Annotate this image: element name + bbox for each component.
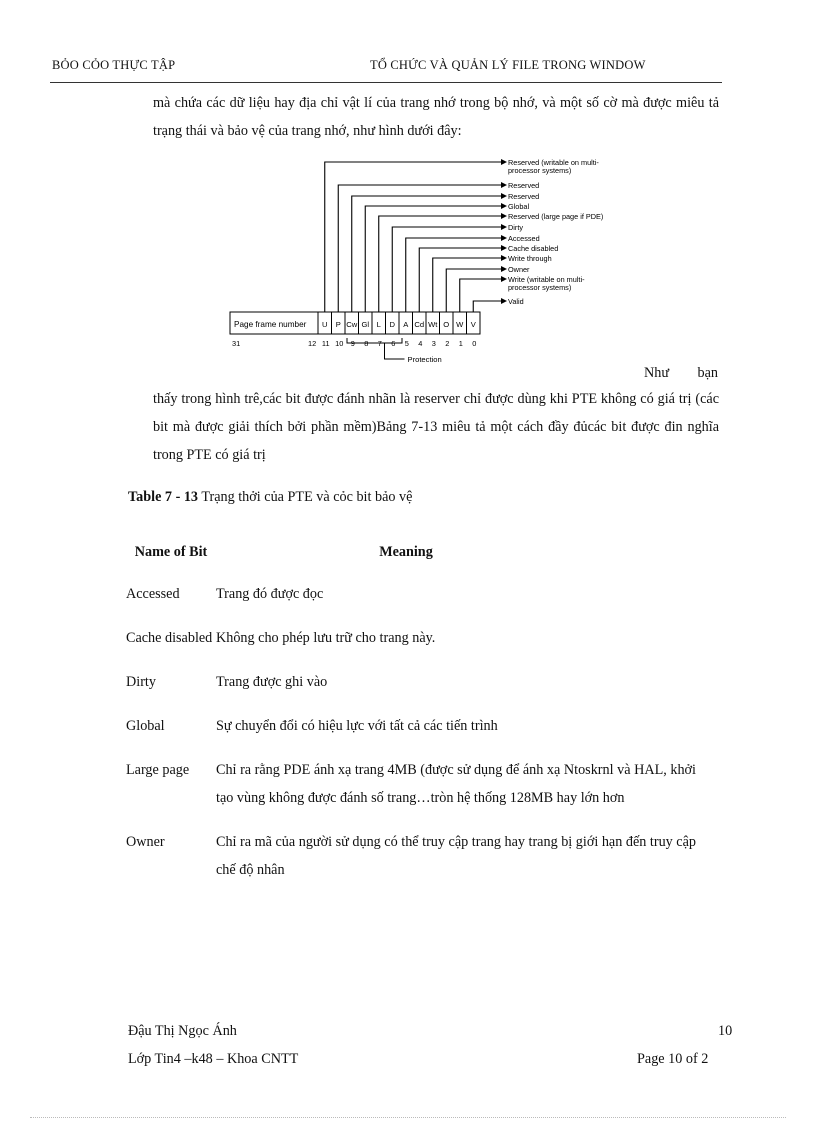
body-paragraph: thấy trong hình trê,các bit được đánh nhãn là reserver chỉ được dùng khi PTE không có giá trị (các bit mà được giải thích bởi phần mềm)Bảng 7-13 miêu tả một cách đầy đủcác bit được đin nghĩa trong PTE có giá trị: [153, 391, 719, 463]
bit-description-label: Reserved: [508, 192, 540, 201]
bit-arrow-line: [379, 216, 502, 312]
bit-number: 10: [335, 339, 344, 348]
bit-field-label: Cd: [414, 320, 425, 329]
bit-field-label: P: [335, 320, 341, 329]
arrow-head-icon: [501, 298, 507, 304]
footer-page-number: 10: [718, 1023, 733, 1039]
bit-meaning-cell: Sự chuyển đổi có hiệu lực với tất cả các tiến trình: [216, 718, 498, 734]
bit-description-label: Write through: [508, 254, 552, 263]
bit-description-label: processor systems): [508, 166, 572, 175]
after-diagram-text: [644, 361, 718, 385]
bit-field-label: O: [443, 320, 450, 329]
pte-diagram: [222, 155, 642, 373]
bit-description-label: Owner: [508, 265, 530, 274]
bit-meaning-cell: Chỉ ra mã của người sử dụng có thể truy cập trang hay trang bị giới hạn đến truy cập chế độ nhân: [216, 834, 696, 878]
bit-name-cell: Owner: [126, 834, 165, 850]
bit-field-label: U: [322, 320, 328, 329]
column-header-name: Name of Bit: [134, 544, 208, 560]
arrow-head-icon: [501, 182, 507, 188]
bit-number: 5: [404, 339, 409, 348]
bit-field-label: Cw: [346, 320, 358, 329]
bit-meaning-cell: Chỉ ra rằng PDE ánh xạ trang 4MB (được sử dụng để ánh xạ Ntoskrnl và HAL, khởi tạo vùng không được đánh số trang…tròn hệ thống 128MB hay lớn hơn: [216, 762, 696, 806]
bit-arrow-line: [473, 301, 502, 312]
bit-number: 11: [321, 339, 330, 348]
bit-arrow-line: [446, 269, 502, 312]
table-caption-label: Table 7 - 13: [128, 489, 199, 505]
bit-field-label: D: [389, 320, 395, 329]
bit-number: 2: [445, 339, 450, 348]
bit-description-label: Dirty: [508, 223, 523, 232]
table-caption: [128, 489, 412, 506]
bit-name-cell: Dirty: [126, 674, 156, 690]
table-row: [126, 814, 726, 886]
bit-arrow-line: [365, 206, 502, 312]
table-row: [126, 654, 726, 698]
column-header-meaning: Meaning: [379, 544, 433, 560]
page-edge-line: [30, 1117, 786, 1118]
bit-field-label: V: [470, 320, 476, 329]
bit-number: 8: [364, 339, 369, 348]
bit-meaning-cell: Trang đó được đọc: [216, 586, 324, 602]
bit-description-label: Reserved (large page if PDE): [508, 212, 604, 221]
bit-field-label: L: [376, 320, 381, 329]
header-rule: [50, 82, 722, 83]
intro-paragraph: mà chứa các dữ liệu hay địa chỉ vật lí của trang nhớ trong bộ nhớ, và một số cờ mà được miêu tả trạng thái và bảo vệ của trang nhớ, như hình dưới đây:: [153, 95, 719, 139]
bit-description-label: Cache disabled: [508, 244, 559, 253]
table-caption-text: Trạng thởi của PTE và cỏc bit bảo vệ: [198, 489, 413, 505]
bit-name-cell: Large page: [126, 762, 190, 778]
bit-description-label: Reserved: [508, 181, 540, 190]
protection-label: Protection: [407, 355, 442, 364]
after-diagram-word: Như: [644, 365, 670, 381]
bit-number: 7: [377, 339, 382, 348]
bit-description-label: Reserved (writable on multi-: [508, 158, 599, 167]
arrow-head-icon: [501, 245, 507, 251]
bit-field-label: Gl: [361, 320, 370, 329]
footer-class-info: Lớp Tin4 –k48 – Khoa CNTT: [128, 1051, 299, 1067]
bit-description-label: Accessed: [508, 234, 540, 243]
bit-name-cell: Global: [126, 718, 165, 734]
arrow-head-icon: [501, 193, 507, 199]
footer-author: Đậu Thị Ngọc Ánh: [128, 1023, 237, 1039]
after-diagram-word: bạn: [697, 365, 718, 381]
arrow-head-icon: [501, 235, 507, 241]
bit-description-label: processor systems): [508, 283, 572, 292]
arrow-head-icon: [501, 276, 507, 282]
table-row: [126, 610, 726, 654]
bit-number: 12: [308, 339, 317, 348]
arrow-head-icon: [501, 224, 507, 230]
bit-number: 3: [431, 339, 436, 348]
arrow-head-icon: [501, 159, 507, 165]
bit-number: 4: [418, 339, 423, 348]
bit-meaning-cell: Không cho phép lưu trữ cho trang này.: [216, 630, 436, 646]
bit-number: 9: [350, 339, 355, 348]
bit-number: 1: [458, 339, 463, 348]
arrow-head-icon: [501, 255, 507, 261]
table-row: [126, 742, 726, 814]
header-left: BỎO CỎO THỰC TẬP: [52, 58, 176, 72]
bit-description-label: Global: [508, 202, 530, 211]
bit-description-label: Valid: [508, 297, 524, 306]
bit-arrow-line: [433, 258, 502, 312]
bit-description-label: Write (writable on multi-: [508, 275, 585, 284]
bit-name-cell: Cache disabled: [126, 630, 213, 646]
table-row: [126, 698, 726, 742]
bit-arrow-line: [352, 196, 502, 312]
pte-bits-table: [126, 538, 726, 886]
arrow-head-icon: [501, 213, 507, 219]
arrow-head-icon: [501, 203, 507, 209]
table-row: [126, 566, 726, 610]
page-frame-number-label: Page frame number: [234, 320, 307, 329]
bit-field-label: Wt: [428, 320, 438, 329]
bit-name-cell: Accessed: [126, 586, 180, 602]
bit-number: 31: [232, 339, 241, 348]
bit-field-label: A: [403, 320, 409, 329]
bit-field-label: W: [456, 320, 464, 329]
arrow-head-icon: [501, 266, 507, 272]
bit-arrow-line: [460, 279, 502, 312]
bit-number: 6: [391, 339, 396, 348]
footer-page-of: Page 10 of 2: [637, 1051, 709, 1067]
header-right: TỔ CHỨC VÀ QUẢN LÝ FILE TRONG WINDOW: [370, 58, 646, 72]
bit-meaning-cell: Trang được ghi vào: [216, 674, 328, 690]
bit-number: 0: [472, 339, 477, 348]
